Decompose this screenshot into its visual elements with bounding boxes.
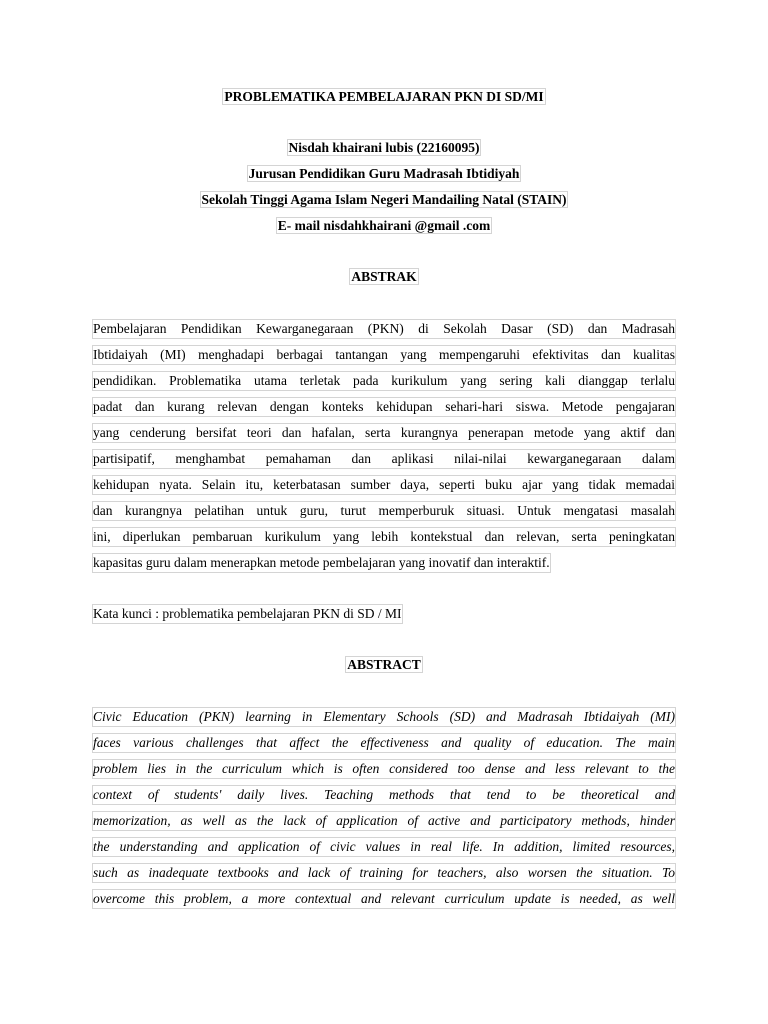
- abstrak-line-last: kapasitas guru dalam menerapkan metode pembelajaran yang inovatif dan interaktif.: [93, 555, 550, 570]
- abstract-line: such as inadequate textbooks and lack of training for teachers, also worsen the situation. To: [93, 865, 675, 880]
- abstract-line: problem lies in the curriculum which is often considered too dense and less relevant to the: [93, 761, 675, 776]
- abstract-line: the understanding and application of civic values in real life. In addition, limited resources,: [93, 839, 675, 854]
- abstrak-line: kehidupan nyata. Selain itu, keterbatasan sumber daya, seperti buku ajar yang tidak memadai: [93, 477, 675, 492]
- abstrak-line: ini, diperlukan pembaruan kurikulum yang lebih kontekstual dan relevan, serta peningkatan: [93, 529, 675, 544]
- author-email: E- mail nisdahkhairani @gmail .com: [277, 218, 491, 233]
- paper-title-line: [0, 88, 768, 106]
- abstrak-heading-line: [0, 268, 768, 286]
- department-line: [0, 165, 768, 183]
- abstrak-line: yang cenderung bersifat teori dan hafalan, serta kurangnya penerapan metode yang aktif dan: [93, 425, 675, 440]
- abstrak-line: partisipatif, menghambat pemahaman dan aplikasi nilai-nilai kewarganegaraan dalam: [93, 451, 675, 466]
- abstract-line: context of students' daily lives. Teaching methods that tend to be theoretical and: [93, 787, 675, 802]
- abstract-heading-line: [0, 656, 768, 674]
- abstract-line: Civic Education (PKN) learning in Elementary Schools (SD) and Madrasah Ibtidaiyah (MI): [93, 709, 675, 724]
- abstrak-heading: ABSTRAK: [351, 269, 417, 284]
- abstrak-line: padat dan kurang relevan dengan konteks kehidupan sehari-hari siswa. Metode pengajaran: [93, 399, 675, 414]
- institution-line: [0, 191, 768, 209]
- author-department: Jurusan Pendidikan Guru Madrasah Ibtidiyah: [248, 166, 520, 181]
- keywords-line: Kata kunci : problematika pembelajaran PKN di SD / MI: [93, 606, 402, 621]
- abstrak-line: Pembelajaran Pendidikan Kewarganegaraan (PKN) di Sekolah Dasar (SD) dan Madrasah: [93, 321, 675, 336]
- author-name: Nisdah khairani lubis (22160095): [288, 140, 480, 155]
- abstrak-paragraph: [93, 316, 675, 576]
- abstract-heading: ABSTRACT: [347, 657, 421, 672]
- abstrak-line: dan kurangnya pelatihan untuk guru, turut memperburuk situasi. Untuk mengatasi masalah: [93, 503, 675, 518]
- abstract-line: overcome this problem, a more contextual and relevant curriculum update is needed, as well: [93, 891, 675, 906]
- author-line: [0, 139, 768, 157]
- author-institution: Sekolah Tinggi Agama Islam Negeri Mandailing Natal (STAIN): [201, 192, 567, 207]
- abstract-paragraph: [93, 704, 675, 912]
- paper-title: PROBLEMATIKA PEMBELAJARAN PKN DI SD/MI: [224, 89, 544, 104]
- email-line: [0, 217, 768, 235]
- abstract-line: faces various challenges that affect the effectiveness and quality of education. The main: [93, 735, 675, 750]
- abstrak-line: Ibtidaiyah (MI) menghadapi berbagai tantangan yang mempengaruhi efektivitas dan kualitas: [93, 347, 675, 362]
- abstrak-line: pendidikan. Problematika utama terletak pada kurikulum yang sering kali dianggap terlalu: [93, 373, 675, 388]
- abstract-line: memorization, as well as the lack of application of active and participatory methods, hinder: [93, 813, 675, 828]
